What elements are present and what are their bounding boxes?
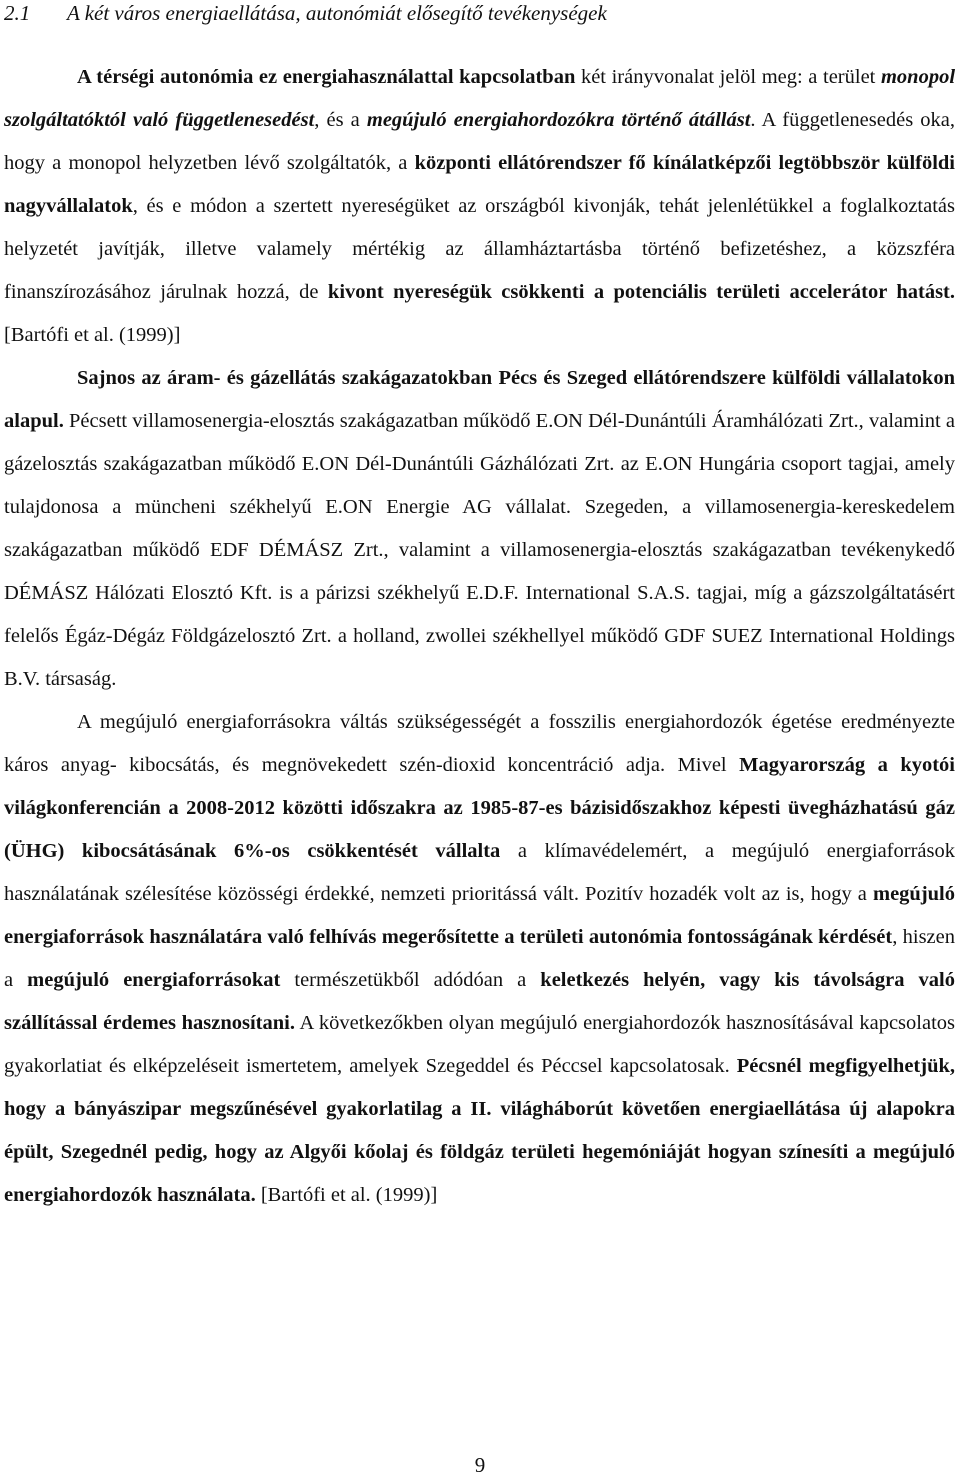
text-run: Pécsett villamosenergia-elosztás szakágazatban működő E.ON Dél-Dunántúli Áramhálózati Zrt., valamint a gázelosztás szakágazatban működő E.ON Dél-Dunántúli Gázhálózati Zrt. az E.ON Hungária csoport tagjai, amely tulajdonosa a müncheni székhelyű E.ON Energie AG vállalat. Szegeden, a villamosenergia-kereskedelem szakágazatban működő EDF DÉMÁSZ Zrt., valamint a villamosenergia-elosztás szakágazatban tevékenykedő DÉMÁSZ Hálózati Elosztó Kft. is a párizsi székhelyű E.D.F. International S.A.S. tagjai, míg a gázszolgáltatásért felelős Égáz-Dégáz Földgázelosztó Zrt. a holland, zwollei székhellyel működő GDF SUEZ International Holdings B.V. társaság. — [4, 410, 955, 690]
text-run: [Bartófi et al. (1999)] — [255, 1184, 438, 1206]
text-run: [Bartófi et al. (1999)] — [4, 324, 181, 346]
section-heading — [4, 0, 954, 26]
section-title: A két város energiaellátása, autonómiát elősegítő tevékenységek — [67, 1, 607, 25]
bold-text: Pécsnél megfigyelhetjük, hogy a bányászipar megszűnésével gyakorlatilag a II. világháborút követően energiaellátása új alapokra épült, Szegednél pedig, hogy az Algyői kőolaj és földgáz területi hegemóniáját hogyan színesíti a megújuló energiahordozók használata. — [4, 1055, 956, 1206]
body-text — [4, 56, 955, 1217]
text-run: két irányvonalat jelöl meg: a terület — [575, 66, 881, 88]
text-run: természetükből adódóan a — [280, 969, 541, 991]
bold-text: megújuló energiaforrások használatára való felhívás megerősítette a területi autonómia fontosságának kérdését — [4, 883, 955, 948]
paragraph — [4, 56, 955, 357]
paragraph — [4, 701, 955, 1217]
section-number: 2.1 — [4, 1, 31, 25]
text-run: A következőkben olyan megújuló energiahordozók hasznosításával kapcsolatos gyakorlatiat és elképzeléseit ismertetem, amelyek Szegeddel és Péccsel kapcsolatosak. — [4, 1012, 955, 1077]
page-number: 9 — [474, 1453, 486, 1477]
bold-text: A térségi autonómia ez energiahasználattal kapcsolatban — [77, 66, 576, 88]
bold-text: keletkezés helyén, vagy kis távolságra való szállítással érdemes hasznosítani. — [4, 969, 956, 1034]
bold-italic-text: monopol szolgáltatóktól való függetlenesedést — [4, 66, 956, 131]
text-run: , és a — [314, 109, 367, 131]
paragraph — [4, 357, 955, 701]
text-run: a klímavédelemért, a megújuló energiaforrások használatának szélesítése közösségi érdekké, nemzeti prioritássá vált. Pozitív hozadék volt az is, hogy a — [4, 840, 955, 905]
bold-text: Sajnos az áram- és gázellátás szakágazatokban Pécs és Szeged ellátórendszere külföldi vállalatokon alapul. — [4, 367, 955, 432]
bold-text: Magyarország a kyotói világkonferencián a 2008-2012 közötti időszakra az 1985-87-es bázisidőszakhoz képesti üvegházhatású gáz (ÜHG) kibocsátásának 6%-os csökkentését vállalta — [4, 754, 956, 862]
bold-text: központi ellátórendszer fő kínálatképzői legtöbbször külföldi nagyvállalatok — [4, 152, 956, 217]
text-run: , hiszen a — [4, 926, 955, 991]
bold-text: kivont nyereségük csökkenti a potenciális területi accelerátor hatást. — [327, 281, 956, 303]
bold-text: megújuló energiaforrásokat — [27, 969, 281, 991]
text-run: . A függetlenesedés oka, hogy a monopol helyzetben lévő szolgáltatók, a — [4, 109, 955, 174]
text-run: A megújuló energiaforrásokra váltás szükségességét a fosszilis energiahordozók égetése eredményezte káros anyag- kibocsátás, és megnövekedett szén-dioxid koncentráció adja. Mivel — [4, 711, 955, 776]
bold-italic-text: megújuló energiahordozókra történő átállást — [366, 109, 751, 131]
text-run: , és e módon a szertett nyereségüket az országból kivonják, tehát jelenlétükkel a foglalkoztatás helyzetét javítják, illetve valamely mértékig az államháztartásba történő befizetéshez, a közszféra finanszírozásához járulnak hozzá, de — [4, 195, 955, 303]
